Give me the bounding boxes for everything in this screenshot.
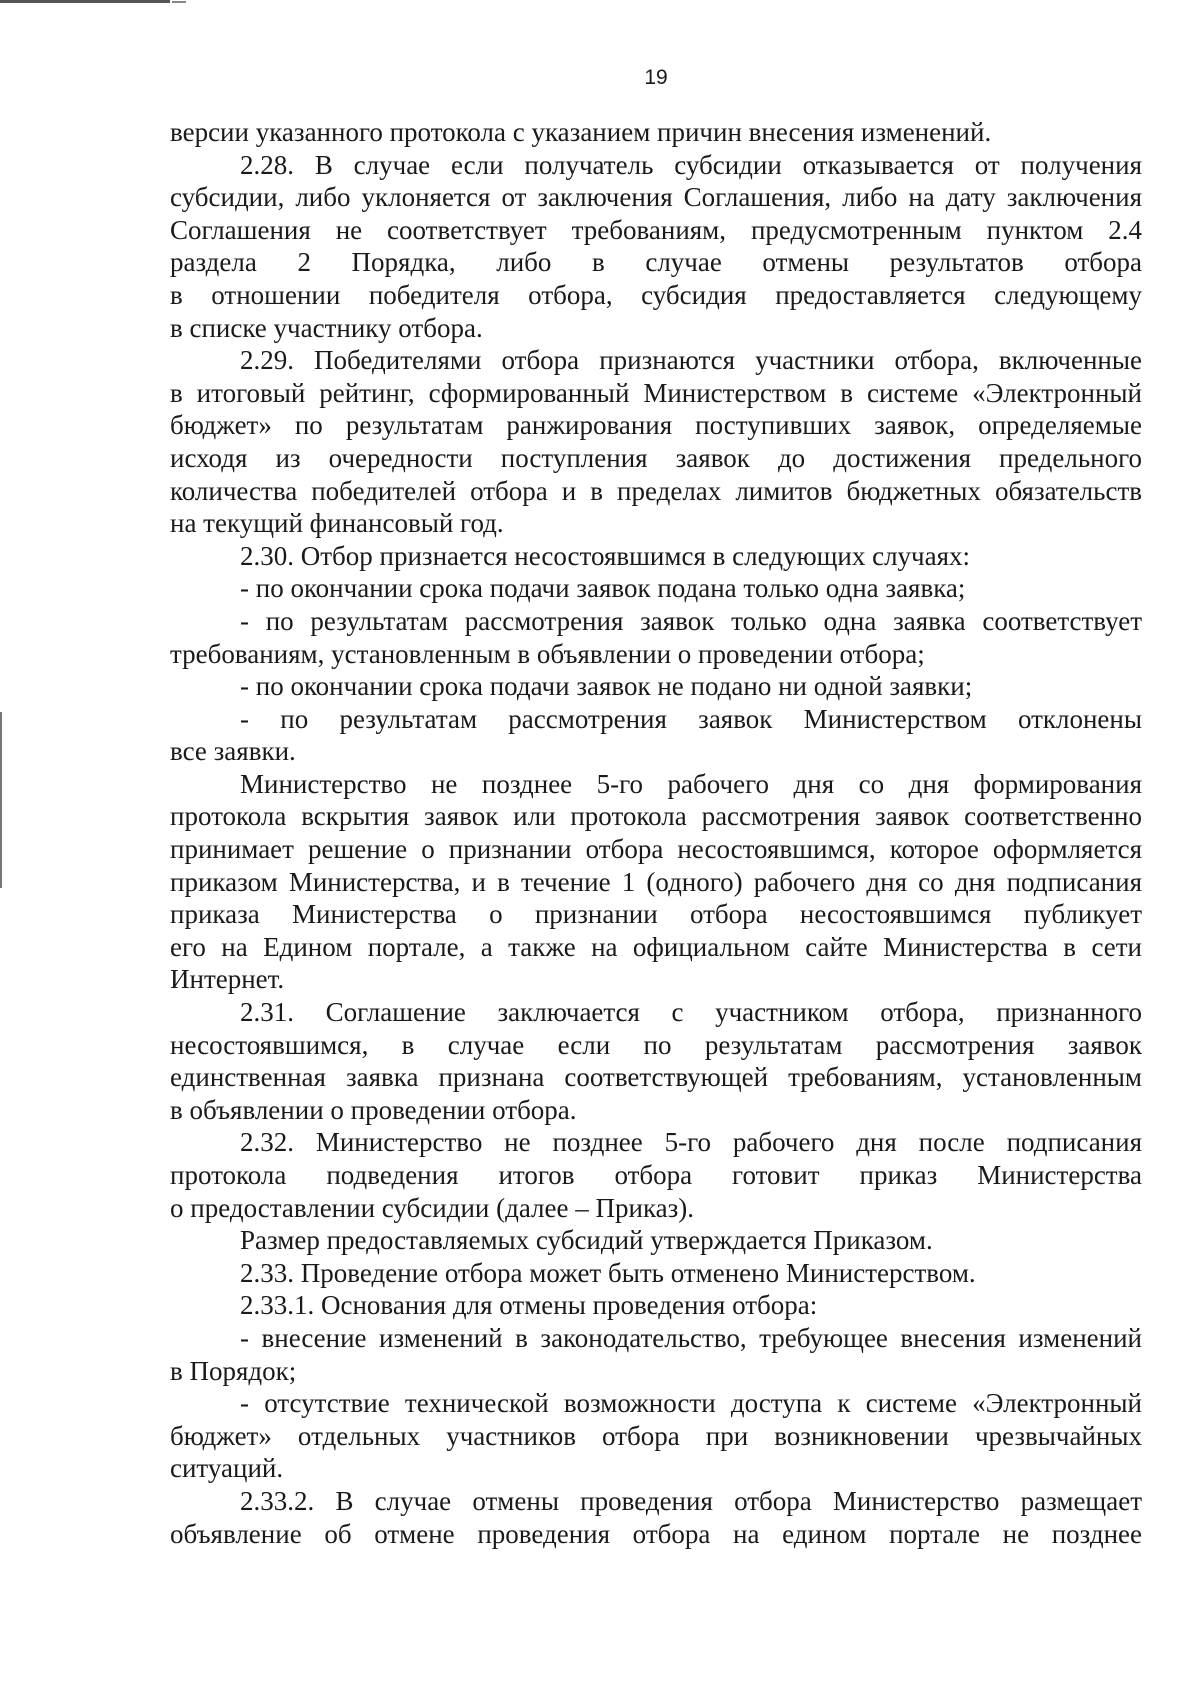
text-line: в Порядок; <box>170 1355 297 1386</box>
document-body <box>170 116 1142 1550</box>
text-line: - по окончании срока подачи заявок подана только одна заявка; <box>240 573 966 604</box>
text-line: - по результатам рассмотрения заявок Министерством отклонены <box>240 703 1142 734</box>
text-line: 2.32. Министерство не позднее 5-го рабочего дня после подписания <box>240 1127 1142 1158</box>
text-line: версии указанного протокола с указанием причин внесения изменений. <box>170 117 992 147</box>
text-line: Интернет. <box>170 964 285 995</box>
text-line: 2.31. Соглашение заключается с участником отбора, признанного <box>240 997 1142 1028</box>
scan-edge-mark <box>172 1 186 3</box>
text-line: объявление об отмене проведения отбора на едином портале не позднее <box>170 1518 1142 1549</box>
scan-edge-mark <box>0 0 170 3</box>
text-line: 2.30. Отбор признается несостоявшимся в следующих случаях: <box>240 540 971 571</box>
text-line: субсидии, либо уклоняется от заключения Соглашения, либо на дату заключения <box>170 182 1142 213</box>
text-line: Размер предоставляемых субсидий утверждается Приказом. <box>240 1225 933 1256</box>
text-line: исходя из очередности поступления заявок до достижения предельного <box>170 442 1142 473</box>
text-line: требованиям, установленным в объявлении о проведении отбора; <box>170 638 925 669</box>
text-line: 2.33.1. Основания для отмены проведения отбора: <box>240 1290 818 1321</box>
text-line: единственная заявка признана соответствующей требованиям, установленным <box>170 1062 1142 1093</box>
text-line: принимает решение о признании отбора несостоявшимся, которое оформляется <box>170 834 1142 865</box>
text-line: - по результатам рассмотрения заявок только одна заявка соответствует <box>240 605 1142 636</box>
text-line: протокола вскрытия заявок или протокола рассмотрения заявок соответственно <box>170 801 1142 832</box>
text-line: бюджет» отдельных участников отбора при возникновении чрезвычайных <box>170 1420 1142 1451</box>
text-line: 2.29. Победителями отбора признаются участники отбора, включенные <box>240 345 1142 376</box>
text-line: ситуаций. <box>170 1453 284 1484</box>
text-line: 2.33.2. В случае отмены проведения отбора Министерство размещает <box>240 1485 1142 1516</box>
text-line: несостоявшимся, в случае если по результатам рассмотрения заявок <box>170 1029 1142 1060</box>
text-line: его на Едином портале, а также на официальном сайте Министерства в сети <box>170 931 1142 962</box>
text-line: на текущий финансовый год. <box>170 508 504 539</box>
text-line: в списке участнику отбора. <box>170 312 483 343</box>
text-line: приказом Министерства, и в течение 1 (одного) рабочего дня со дня подписания <box>170 866 1142 897</box>
text-line: - внесение изменений в законодательство, требующее внесения изменений <box>240 1322 1142 1353</box>
text-line: Соглашения не соответствует требованиям, предусмотренным пунктом 2.4 <box>170 214 1142 245</box>
text-line: 2.28. В случае если получатель субсидии отказывается от получения <box>240 149 1142 180</box>
text-line: количества победителей отбора и в пределах лимитов бюджетных обязательств <box>170 475 1142 506</box>
text-line: - отсутствие технической возможности доступа к системе «Электронный <box>240 1388 1142 1419</box>
text-line: все заявки. <box>170 736 296 767</box>
text-line: в итоговый рейтинг, сформированный Министерством в системе «Электронный <box>170 377 1142 408</box>
text-line: Министерство не позднее 5-го рабочего дня со дня формирования <box>240 768 1142 799</box>
text-line: о предоставлении субсидии (далее – Приказ). <box>170 1192 695 1223</box>
text-line: в отношении победителя отбора, субсидия предоставляется следующему <box>170 279 1142 310</box>
scan-edge-mark <box>0 712 2 888</box>
text-line: 2.33. Проведение отбора может быть отменено Министерством. <box>240 1257 976 1288</box>
text-line: бюджет» по результатам ранжирования поступивших заявок, определяемые <box>170 410 1142 441</box>
text-line: приказа Министерства о признании отбора несостоявшимся публикует <box>170 899 1142 930</box>
text-line: - по окончании срока подачи заявок не подано ни одной заявки; <box>240 671 973 702</box>
text-line: протокола подведения итогов отбора готовит приказ Министерства <box>170 1160 1142 1190</box>
text-line: в объявлении о проведении отбора. <box>170 1094 577 1125</box>
page-number: 19 <box>644 66 668 89</box>
text-line: раздела 2 Порядка, либо в случае отмены результатов отбора <box>170 247 1142 278</box>
